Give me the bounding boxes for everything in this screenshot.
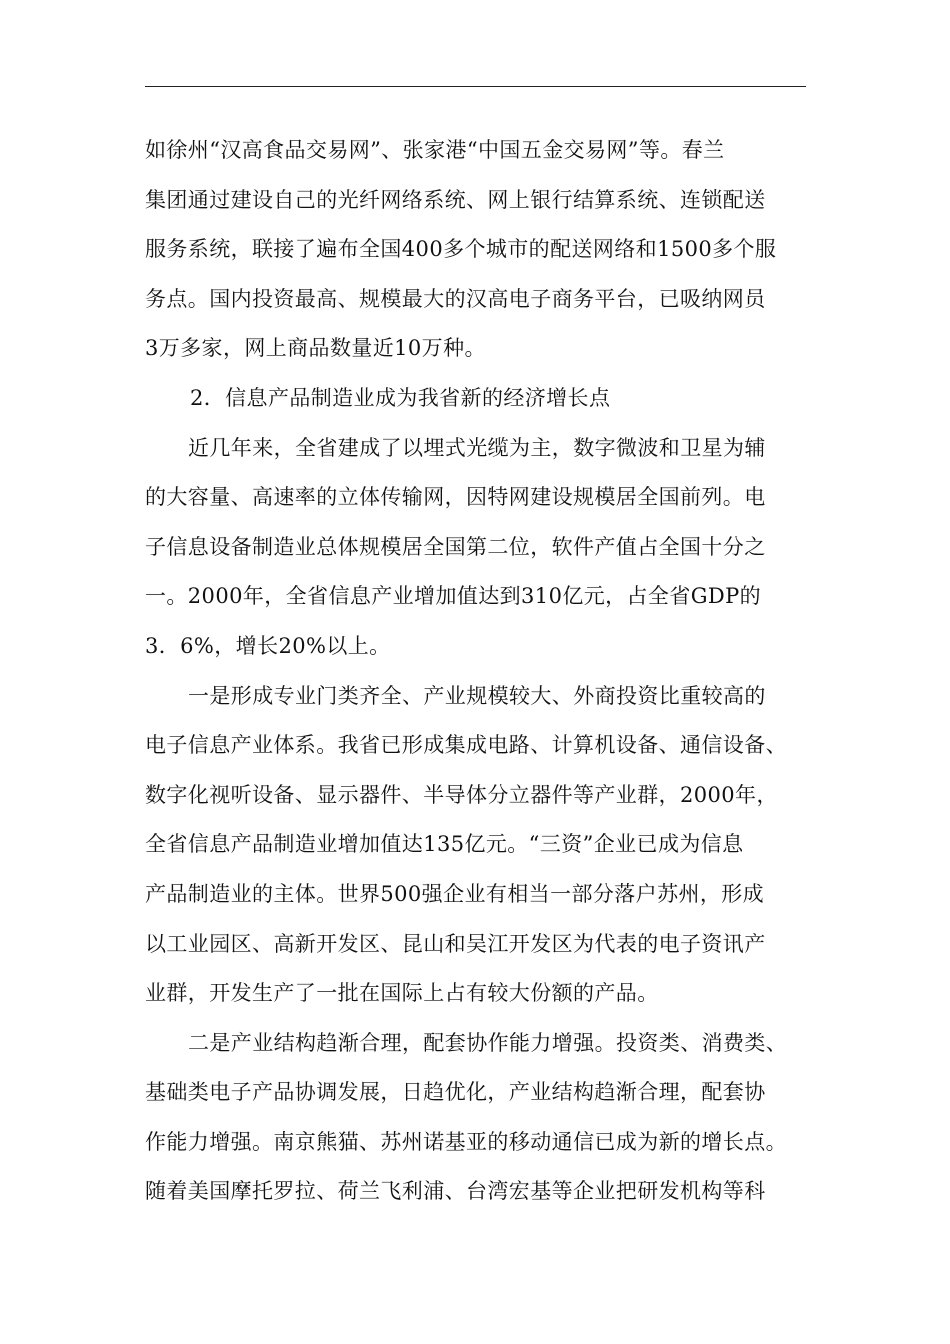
document-body: [145, 126, 810, 1217]
text-line: 务点。国内投资最高、规模最大的汉高电子商务平台，已吸纳网员: [145, 286, 766, 311]
text-line: 业群，开发生产了一批在国际上占有较大份额的产品。: [145, 981, 659, 1006]
text-line: 电子信息产业体系。我省已形成集成电路、计算机设备、通信设备、: [145, 733, 787, 758]
text-line: 的大容量、高速率的立体传输网，因特网建设规模居全国前列。电: [145, 485, 766, 510]
text-line: 基础类电子产品协调发展，日趋优化，产业结构趋渐合理，配套协: [145, 1080, 766, 1105]
text-line: 如徐州“汉高食品交易网”、张家港“中国五金交易网”等。春兰: [145, 138, 725, 162]
text-line: 3．6%，增长20%以上。: [145, 633, 391, 658]
paragraph-first-line: 二是产业结构趋渐合理，配套协作能力增强。投资类、消费类、: [188, 1030, 788, 1055]
section-heading: 2．信息产品制造业成为我省新的经济增长点: [190, 385, 611, 410]
text-line: 产品制造业的主体。世界500强企业有相当一部分落户苏州，形成: [145, 881, 765, 906]
text-line: 作能力增强。南京熊猫、苏州诺基亚的移动通信已成为新的增长点。: [145, 1129, 787, 1154]
text-line: 集团通过建设自己的光纤网络系统、网上银行结算系统、连锁配送: [145, 187, 766, 212]
text-line: 子信息设备制造业总体规模居全国第二位，软件产值占全国十分之: [145, 534, 766, 559]
text-line: 一。2000年，全省信息产业增加值达到310亿元，占全省GDP的: [145, 584, 762, 609]
text-line: 3万多家，网上商品数量近10万种。: [145, 336, 486, 361]
text-line: 数字化视听设备、显示器件、半导体分立器件等产业群，2000年，: [145, 782, 778, 807]
paragraph-first-line: 一是形成专业门类齐全、产业规模较大、外商投资比重较高的: [188, 683, 766, 708]
text-line: 随着美国摩托罗拉、荷兰飞利浦、台湾宏基等企业把研发机构等科: [145, 1179, 766, 1204]
text-line: 以工业园区、高新开发区、昆山和吴江开发区为代表的电子资讯产: [145, 931, 766, 956]
header-rule: [145, 86, 806, 87]
text-line: 全省信息产品制造业增加值达135亿元。“三资”企业已成为信息: [145, 832, 744, 857]
text-line: 服务系统，联接了遍布全国400多个城市的配送网络和1500多个服: [145, 237, 777, 262]
paragraph-first-line: 近几年来，全省建成了以埋式光缆为主，数字微波和卫星为辅: [188, 435, 766, 460]
